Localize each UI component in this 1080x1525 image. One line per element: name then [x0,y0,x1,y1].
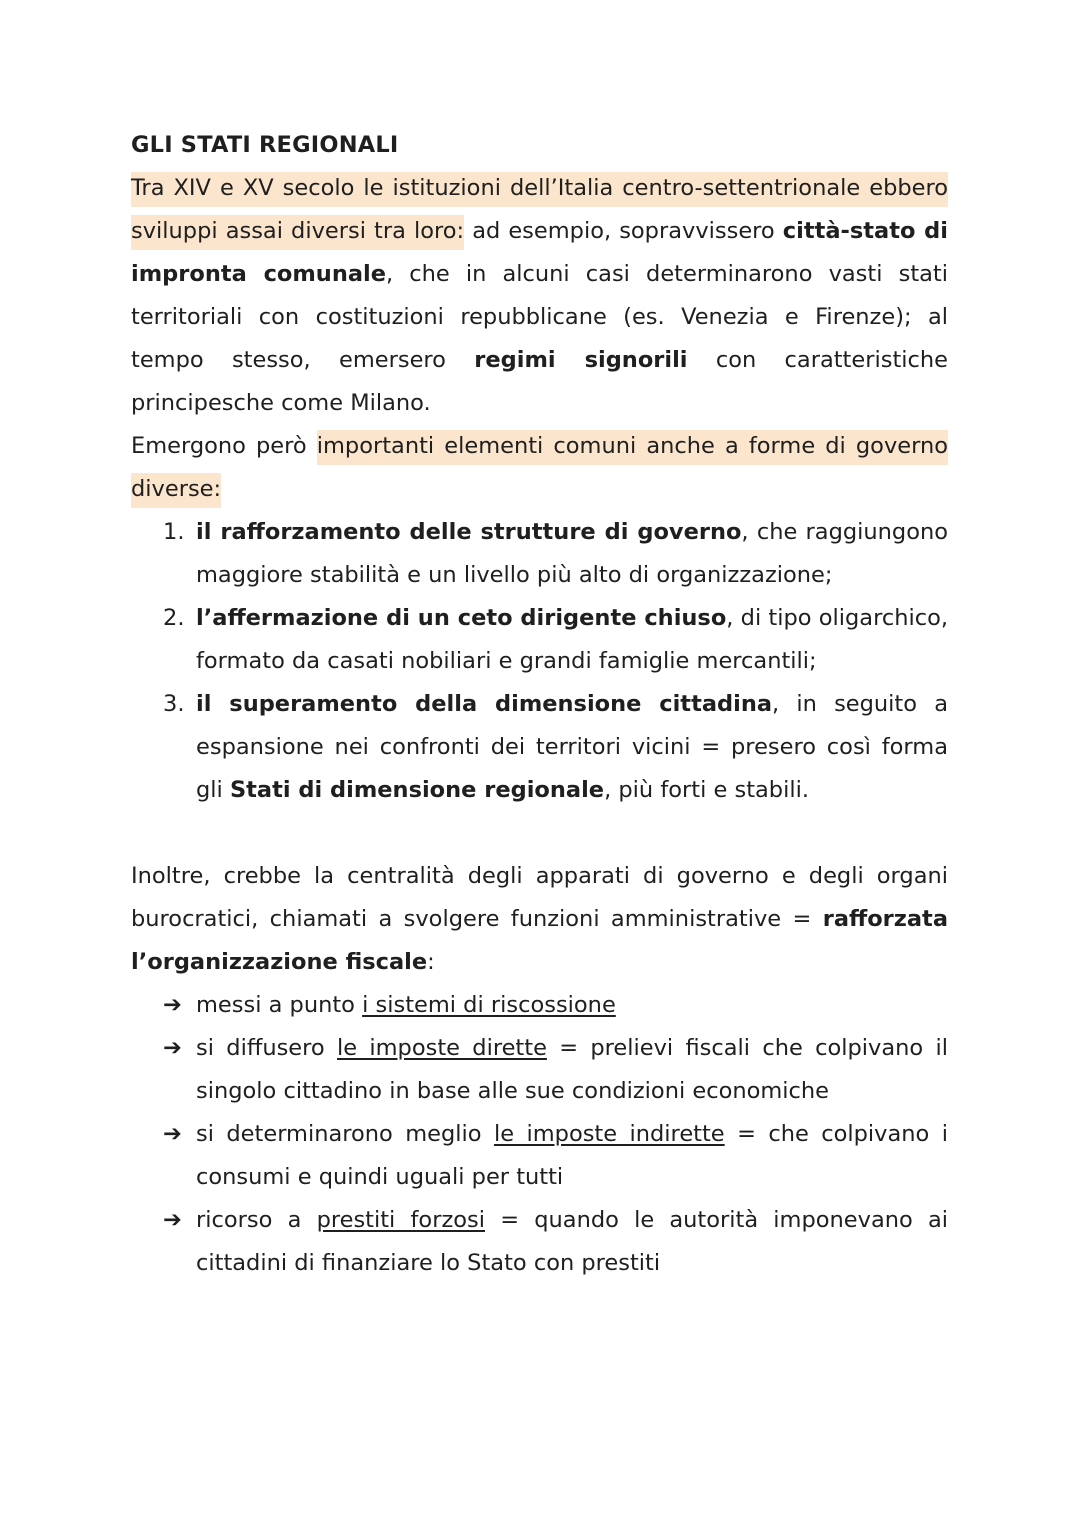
arrow-item-text: = prelievi fiscali che colpivano il singolo cittadino in base alle sue condizioni economiche [196,1035,948,1104]
list-number: 2. [163,605,185,631]
fiscal-text-1: Inoltre, crebbe la centralità degli apparati di governo e degli organi burocratici, chiamati a svolgere funzioni amministrative = [131,863,948,932]
fiscal-paragraph [131,855,948,984]
page-title: GLI STATI REGIONALI [131,132,399,158]
document-page [131,124,948,1285]
arrow-item-text: si diffusero [196,1035,337,1061]
list-item-bold-2: Stati di dimensione regionale [229,777,605,803]
intro-text-2: , che in alcuni casi determinarono vasti stati territoriali con costituzioni repubblicane (es. Venezia e Firenze); al tempo stesso, emersero [131,261,948,373]
intro-paragraph [131,167,948,425]
list-item-text: , di tipo oligarchico, formato da casati nobiliari e grandi famiglie mercantili; [196,605,949,674]
fiscal-text-2: : [427,949,435,975]
underlined-term: i sistemi di riscossione [362,992,616,1018]
arrow-item-text: messi a punto [196,992,363,1018]
list-item-bold: il superamento della dimensione cittadina [196,691,773,717]
common-text: Emergono però [131,433,317,459]
list-item-bold: il rafforzamento delle strutture di governo [196,519,742,545]
highlighted-text: importanti elementi comuni anche a forme di governo diverse: [131,430,948,508]
common-elements-paragraph [131,425,948,511]
list-item-text: , che raggiungono maggiore stabilità e un livello più alto di organizzazione; [196,519,948,588]
arrow-list-item [163,1113,948,1199]
bold-term-organizzazione-fiscale: rafforzata l’organizzazione fiscale [131,906,948,975]
list-item-bold: l’affermazione di un ceto dirigente chiuso [196,605,727,631]
highlighted-text: Tra XIV e XV secolo le istituzioni dell’Italia centro-settentrionale ebbero sviluppi assai diversi tra loro: [131,172,948,250]
arrow-right-icon: ➔ [163,1121,182,1147]
intro-text-1: ad esempio, sopravvissero [464,218,783,244]
list-item [163,683,948,812]
arrow-item-text: = quando le autorità imponevano ai cittadini di finanziare lo Stato con prestiti [196,1207,948,1276]
underlined-term: le imposte indirette [493,1121,725,1147]
arrow-item-text: si determinarono meglio [196,1121,494,1147]
arrow-list [131,984,948,1285]
list-number: 1. [163,519,185,545]
arrow-list-item [163,1027,948,1113]
underlined-term: le imposte dirette [336,1035,547,1061]
arrow-right-icon: ➔ [163,1207,182,1233]
numbered-list [131,511,948,812]
arrow-item-text: ricorso a [196,1207,317,1233]
list-number: 3. [163,691,185,717]
list-item-text-2: , più forti e stabili. [604,777,809,803]
list-item [163,597,949,683]
spacer [131,812,948,855]
bold-term-citta-stato: città-stato di impronta comunale [131,218,948,287]
bold-term-regimi-signorili: regimi signorili [474,347,688,373]
arrow-item-text: = che colpivano i consumi e quindi uguali per tutti [196,1121,948,1190]
arrow-list-item [163,984,948,1027]
underlined-term: prestiti forzosi [316,1207,485,1233]
arrow-right-icon: ➔ [163,1035,182,1061]
list-item-text: , in seguito a espansione nei confronti dei territori vicini = presero così forma gli [196,691,948,803]
arrow-list-item [163,1199,948,1285]
list-item [163,511,948,597]
arrow-right-icon: ➔ [163,992,182,1018]
intro-text-3: con caratteristiche principesche come Milano. [131,347,948,416]
